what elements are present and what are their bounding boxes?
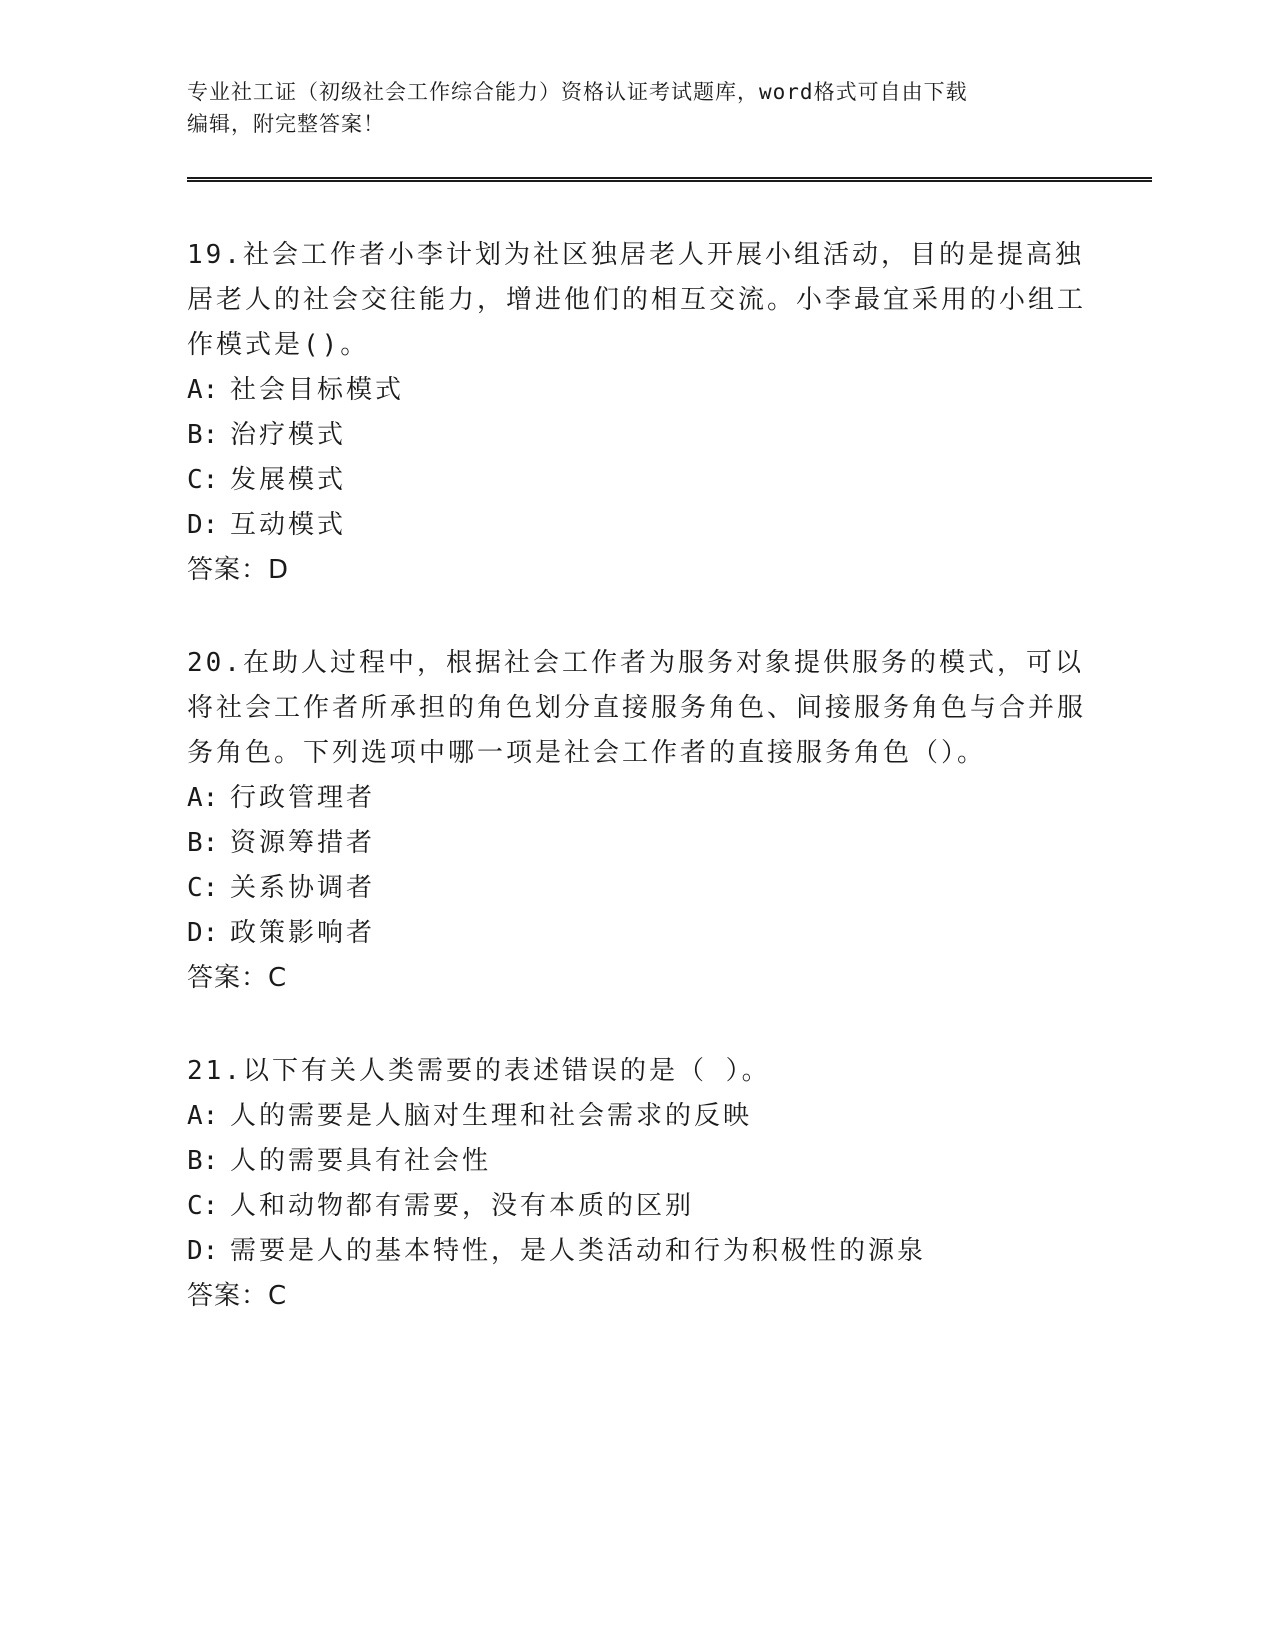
option-key: D: bbox=[187, 1236, 219, 1266]
option-key: B: bbox=[187, 1146, 219, 1176]
option-a bbox=[187, 368, 1087, 413]
option-d bbox=[187, 503, 1087, 548]
option-c bbox=[187, 866, 1087, 911]
header-title-line-1: 专业社工证（初级社会工作综合能力）资格认证考试题库，word格式可自由下载 bbox=[187, 80, 968, 104]
option-text: 需要是人的基本特性，是人类活动和行为积极性的源泉 bbox=[230, 1236, 927, 1266]
option-text: 政策影响者 bbox=[230, 918, 376, 948]
option-key: C: bbox=[187, 465, 219, 495]
question-stem: 20.在助人过程中，根据社会工作者为服务对象提供服务的模式，可以将社会工作者所承担的角色划分直接服务角色、间接服务角色与合并服务角色。下列选项中哪一项是社会工作者的直接服务角色（）。 bbox=[187, 648, 1087, 768]
answer-line: 答案：C bbox=[187, 1281, 288, 1311]
option-text: 互动模式 bbox=[230, 510, 347, 540]
option-a bbox=[187, 1094, 1087, 1139]
question-stem: 19.社会工作者小李计划为社区独居老人开展小组活动，目的是提高独居老人的社会交往能力，增进他们的相互交流。小李最宜采用的小组工作模式是()。 bbox=[187, 240, 1087, 360]
option-c bbox=[187, 1184, 1087, 1229]
option-b bbox=[187, 1139, 1087, 1184]
answer-line: 答案：D bbox=[187, 555, 290, 585]
option-key: B: bbox=[187, 828, 219, 858]
option-key: A: bbox=[187, 375, 219, 405]
question-19 bbox=[187, 233, 1087, 593]
option-key: A: bbox=[187, 1101, 219, 1131]
document-header bbox=[187, 76, 1087, 140]
option-text: 关系协调者 bbox=[230, 873, 376, 903]
answer-line: 答案：C bbox=[187, 963, 288, 993]
option-d bbox=[187, 911, 1087, 956]
option-a bbox=[187, 776, 1087, 821]
option-d bbox=[187, 1229, 1087, 1274]
option-text: 治疗模式 bbox=[230, 420, 347, 450]
option-key: A: bbox=[187, 783, 219, 813]
option-text: 人的需要具有社会性 bbox=[230, 1146, 492, 1176]
option-b bbox=[187, 413, 1087, 458]
option-text: 发展模式 bbox=[230, 465, 347, 495]
option-key: D: bbox=[187, 918, 219, 948]
option-text: 人的需要是人脑对生理和社会需求的反映 bbox=[230, 1101, 753, 1131]
option-key: D: bbox=[187, 510, 219, 540]
option-text: 资源筹措者 bbox=[230, 828, 376, 858]
option-b bbox=[187, 821, 1087, 866]
question-stem: 21.以下有关人类需要的表述错误的是（ ）。 bbox=[187, 1056, 771, 1086]
option-key: B: bbox=[187, 420, 219, 450]
option-text: 社会目标模式 bbox=[230, 375, 405, 405]
option-key: C: bbox=[187, 873, 219, 903]
question-20 bbox=[187, 641, 1087, 1001]
option-text: 行政管理者 bbox=[230, 783, 376, 813]
question-list bbox=[187, 233, 1087, 1367]
option-key: C: bbox=[187, 1191, 219, 1221]
header-double-rule bbox=[187, 177, 1152, 182]
header-title-line-2: 编辑，附完整答案！ bbox=[187, 112, 385, 136]
option-text: 人和动物都有需要，没有本质的区别 bbox=[230, 1191, 695, 1221]
question-21 bbox=[187, 1049, 1087, 1319]
option-c bbox=[187, 458, 1087, 503]
